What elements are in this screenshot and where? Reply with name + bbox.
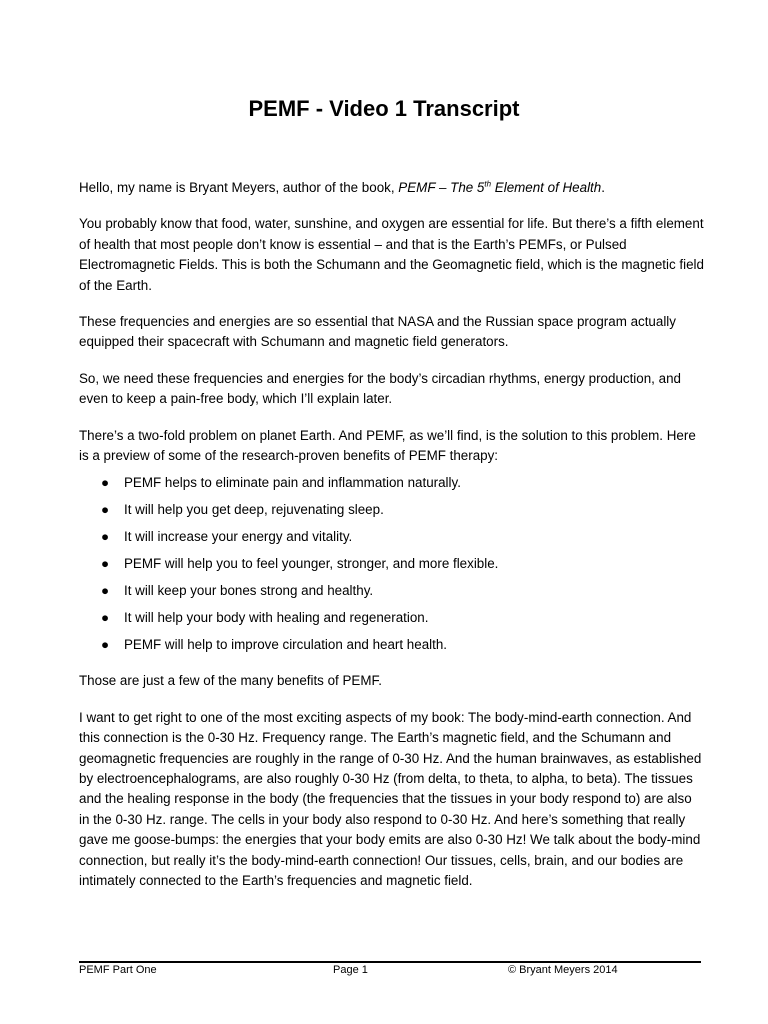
list-item-text: It will keep your bones strong and healthy. — [124, 583, 374, 599]
list-item — [79, 581, 704, 601]
benefits-list — [79, 473, 704, 655]
bullet-icon: ● — [101, 556, 110, 572]
bullet-icon: ● — [101, 583, 110, 599]
book-title-part-b: Element of Health — [491, 180, 602, 195]
bullet-icon: ● — [101, 636, 110, 652]
paragraph-fifth-element: You probably know that food, water, sunshine, and oxygen are essential for life. But there’s a fifth element of health that most people don’t know is essential – and that is the Earth’s PEMFs, or Pulsed Electromagnetic Fields. This is both the Schumann and the Geomagnetic field, which is the magnetic field of the Earth. — [79, 216, 704, 293]
bullet-icon: ● — [101, 529, 110, 545]
list-item-text: It will increase your energy and vitality. — [124, 529, 353, 545]
page-title: PEMF - Video 1 Transcript — [248, 96, 520, 121]
book-title-superscript: th — [484, 179, 492, 189]
footer-left: PEMF Part One — [79, 964, 157, 976]
list-item — [79, 500, 704, 520]
paragraph-two-fold-problem: There’s a two-fold problem on planet Earth. And PEMF, as we’ll find, is the solution to this problem. Here is a preview of some of the research-proven benefits of PEMF therapy: — [79, 427, 696, 464]
list-item-text: It will help your body with healing and regeneration. — [124, 610, 429, 625]
list-item — [79, 608, 704, 628]
paragraph-nasa: These frequencies and energies are so essential that NASA and the Russian space program actually equipped their spacecraft with Schumann and magnetic field generators. — [79, 314, 676, 350]
bullet-icon: ● — [101, 610, 110, 625]
list-item — [79, 635, 704, 655]
bullet-icon: ● — [101, 502, 110, 518]
intro-lead: Hello, my name is Bryant Meyers, author of the book, — [79, 180, 399, 195]
list-item-text: PEMF will help you to feel younger, stronger, and more flexible. — [124, 556, 499, 572]
list-item-text: PEMF will help to improve circulation and heart health. — [124, 636, 448, 652]
book-title — [398, 180, 601, 195]
intro-paragraph — [79, 178, 704, 198]
footer-page-number: Page 1 — [333, 964, 368, 976]
footer-copyright: © Bryant Meyers 2014 — [508, 964, 618, 976]
document-body — [79, 178, 704, 907]
paragraph-after-list: Those are just a few of the many benefits of PEMF. — [79, 673, 382, 689]
list-item-text: It will help you get deep, rejuvenating sleep. — [124, 502, 384, 518]
list-item — [79, 473, 704, 493]
bullet-icon: ● — [101, 475, 110, 491]
list-item-text: PEMF helps to eliminate pain and inflammation naturally. — [124, 475, 461, 491]
book-title-part-a: PEMF – The 5 — [398, 180, 485, 195]
intro-end: . — [601, 180, 605, 195]
list-item — [79, 554, 704, 574]
list-item — [79, 527, 704, 547]
paragraph-circadian: So, we need these frequencies and energies for the body’s circadian rhythms, energy production, and even to keep a pain-free body, which I’ll explain later. — [79, 370, 681, 407]
footer-divider — [79, 961, 701, 963]
paragraph-body-mind-earth: I want to get right to one of the most exciting aspects of my book: The body-mind-earth connection. And this connection is the 0-30 Hz. Frequency range. The Earth’s magnetic field, and the Schumann and geomagnetic frequencies are roughly in the range of 0-30 Hz. And the human brainwaves, as established by electroencephalograms, are also roughly 0-30 Hz (from delta, to theta, to alpha, to beta). The tissues and the healing response in the body (the frequencies that the tissues in your body respond to) are also in the 0-30 Hz. range. The cells in your body also respond to 0-30 Hz. And here’s something that really gave me goose-bumps: the energies that your body emits are also 0-30 Hz! We talk about the body-mind connection, but really it’s the body-mind-earth connection! Our tissues, cells, brain, and our bodies are intimately connected to the Earth’s frequencies and magnetic field. — [79, 709, 702, 888]
